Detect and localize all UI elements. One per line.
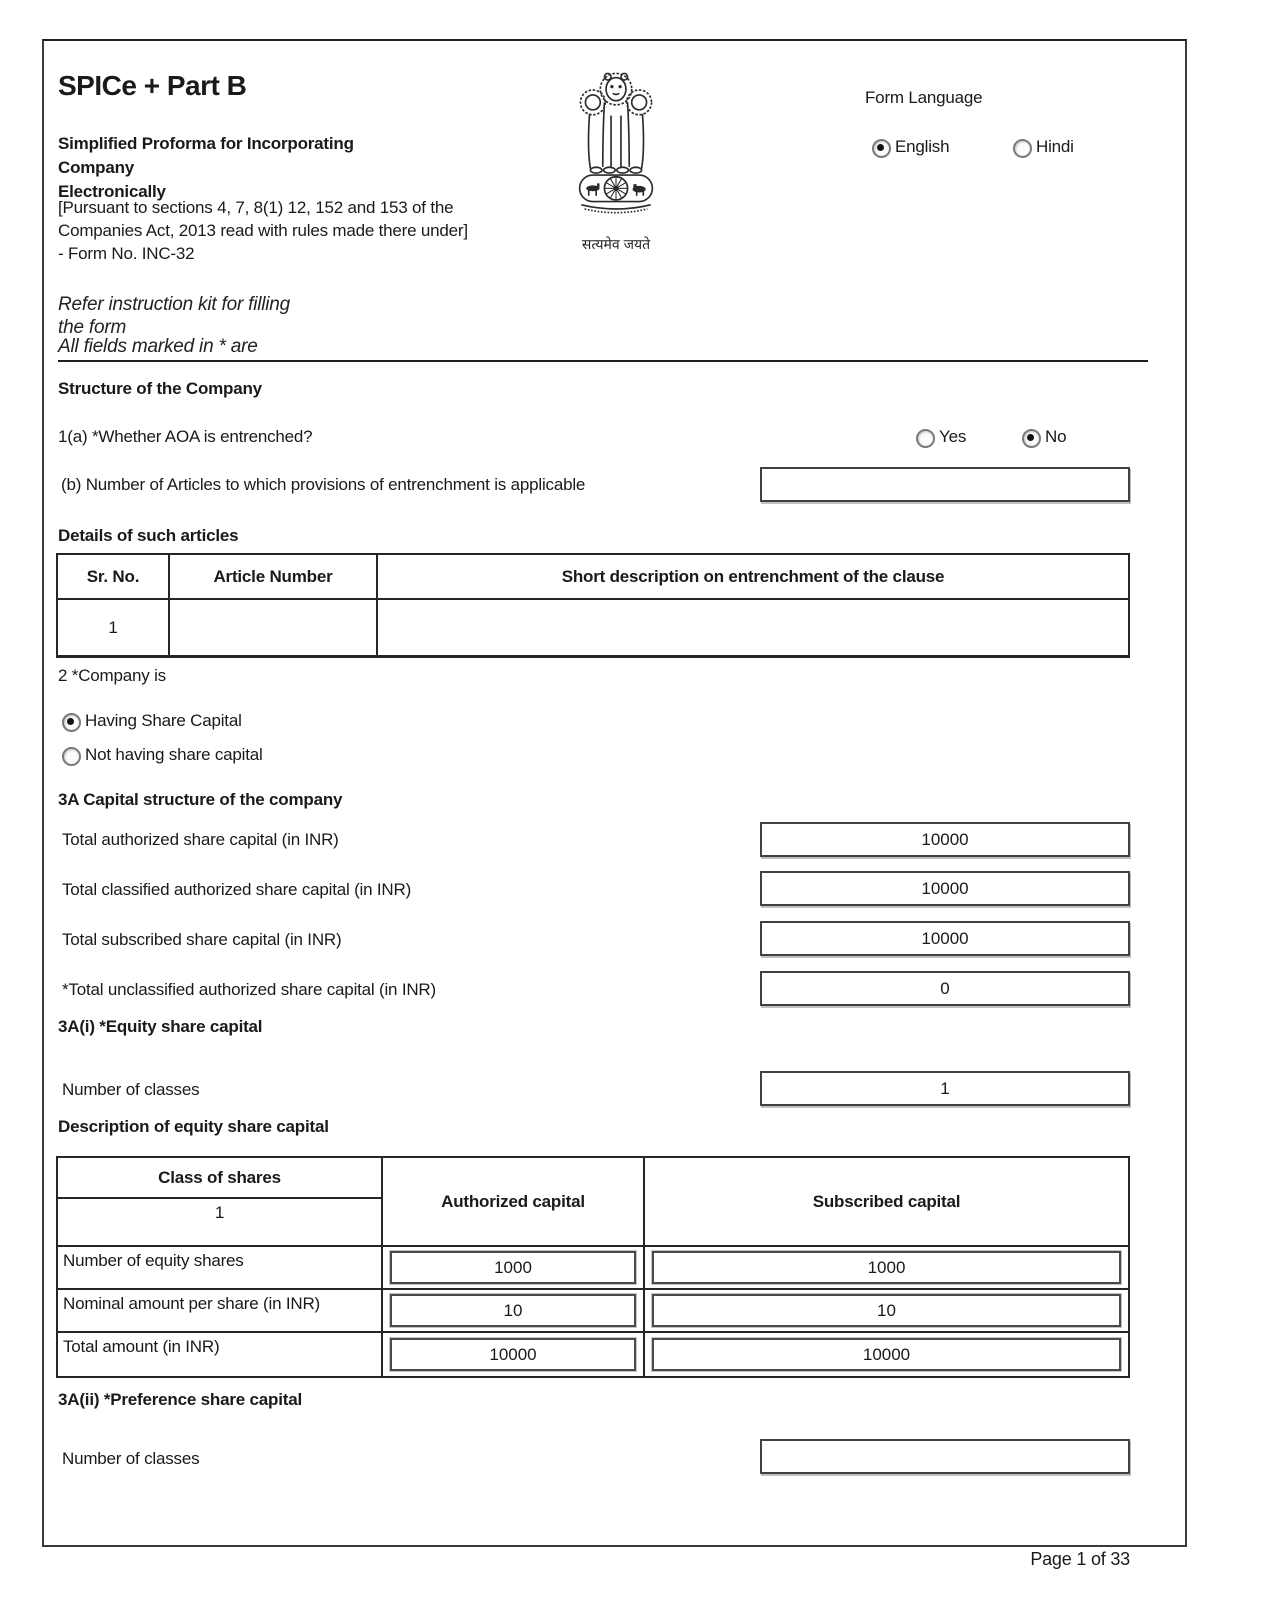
aoa-yes-radio[interactable] — [916, 429, 935, 448]
lion-capital-icon — [566, 66, 666, 228]
equity-classes-label: Number of classes — [62, 1080, 200, 1099]
class-of-shares-header: Class of shares — [58, 1158, 383, 1199]
equity-cell — [645, 1333, 1128, 1376]
company-is-label: 2 *Company is — [58, 666, 166, 685]
equity-row-label: Total amount (in INR) — [58, 1333, 383, 1376]
form-number: - Form No. INC-32 — [58, 244, 195, 263]
form-subtitle-line1: Simplified Proforma for Incorporating — [58, 134, 354, 153]
total-subscribed-label: Total subscribed share capital (in INR) — [62, 930, 342, 949]
not-having-share-capital-label[interactable]: Not having share capital — [85, 745, 263, 764]
instruction-underline — [58, 336, 1148, 362]
total-amount-subscribed-input[interactable] — [652, 1338, 1121, 1371]
total-unclassified-label: *Total unclassified authorized share capital (in INR) — [62, 980, 436, 999]
total-subscribed-input[interactable] — [760, 921, 1130, 956]
preference-heading: 3A(ii) *Preference share capital — [58, 1390, 302, 1409]
col-article-number: Article Number — [170, 555, 378, 600]
total-authorized-label: Total authorized share capital (in INR) — [62, 830, 339, 849]
hindi-radio[interactable] — [1013, 139, 1032, 158]
form-language-label: Form Language — [865, 88, 983, 107]
not-having-share-capital-radio[interactable] — [62, 747, 81, 766]
equity-row-label: Nominal amount per share (in INR) — [58, 1290, 383, 1333]
nominal-authorized-input[interactable] — [390, 1294, 636, 1327]
articles-table — [56, 553, 1130, 658]
preference-classes-input[interactable] — [760, 1439, 1130, 1474]
equity-cell — [383, 1333, 645, 1376]
article-row-desc-cell[interactable] — [378, 600, 1128, 655]
articles-table-heading: Details of such articles — [58, 526, 239, 545]
national-emblem — [560, 66, 672, 254]
pursuant-line1: [Pursuant to sections 4, 7, 8(1) 12, 152 and 153 of the — [58, 198, 454, 217]
english-radio[interactable] — [872, 139, 891, 158]
having-share-capital-label[interactable]: Having Share Capital — [85, 711, 242, 730]
form-subtitle-line2: Company — [58, 158, 135, 177]
capital-structure-heading: 3A Capital structure of the company — [58, 790, 343, 809]
preference-classes-label: Number of classes — [62, 1449, 200, 1468]
article-row-sr: 1 — [58, 600, 170, 655]
page-title: SPICe + Part B — [58, 70, 247, 101]
nominal-subscribed-input[interactable] — [652, 1294, 1121, 1327]
authorized-capital-header: Authorized capital — [383, 1158, 645, 1247]
equity-heading: 3A(i) *Equity share capital — [58, 1017, 263, 1036]
total-amount-authorized-input[interactable] — [390, 1338, 636, 1371]
hindi-radio-label[interactable]: Hindi — [1036, 137, 1074, 156]
having-share-capital-radio[interactable] — [62, 713, 81, 732]
col-sr-no: Sr. No. — [58, 555, 170, 600]
structure-heading: Structure of the Company — [58, 379, 262, 398]
total-classified-label: Total classified authorized share capital (in INR) — [62, 880, 412, 899]
page-number: Page 1 of 33 — [1030, 1549, 1130, 1569]
q1b-label: (b) Number of Articles to which provisions of entrenchment is applicable — [61, 475, 586, 494]
class-of-shares-value: 1 — [58, 1199, 383, 1247]
equity-cell — [645, 1290, 1128, 1333]
equity-row-label: Number of equity shares — [58, 1247, 383, 1290]
total-authorized-input[interactable] — [760, 822, 1130, 857]
total-unclassified-input[interactable] — [760, 971, 1130, 1006]
num-shares-authorized-input[interactable] — [390, 1251, 636, 1284]
instruction-line2: the form — [58, 317, 127, 338]
articles-count-input[interactable] — [760, 467, 1130, 502]
num-shares-subscribed-input[interactable] — [652, 1251, 1121, 1284]
aoa-no-radio[interactable] — [1022, 429, 1041, 448]
english-radio-label[interactable]: English — [895, 137, 950, 156]
equity-cell — [645, 1247, 1128, 1290]
equity-cell — [383, 1247, 645, 1290]
pursuant-line2: Companies Act, 2013 read with rules made there under] — [58, 221, 468, 240]
aoa-yes-label[interactable]: Yes — [939, 427, 967, 446]
form-subtitle-line3: Electronically — [58, 182, 166, 201]
emblem-motto: सत्यमेव जयते — [581, 236, 651, 252]
equity-classes-input[interactable] — [760, 1071, 1130, 1106]
equity-cell — [383, 1290, 645, 1333]
aoa-no-label[interactable]: No — [1045, 427, 1067, 446]
article-row-number-cell[interactable] — [170, 600, 378, 655]
total-classified-input[interactable] — [760, 871, 1130, 906]
equity-table-heading: Description of equity share capital — [58, 1117, 329, 1136]
q1a-label: 1(a) *Whether AOA is entrenched? — [58, 427, 313, 446]
instruction-line3: All fields marked in * are — [58, 336, 258, 357]
instruction-line1: Refer instruction kit for filling — [58, 294, 291, 315]
equity-table — [56, 1156, 1130, 1378]
col-short-description: Short description on entrenchment of the clause — [378, 555, 1128, 600]
subscribed-capital-header: Subscribed capital — [645, 1158, 1128, 1247]
